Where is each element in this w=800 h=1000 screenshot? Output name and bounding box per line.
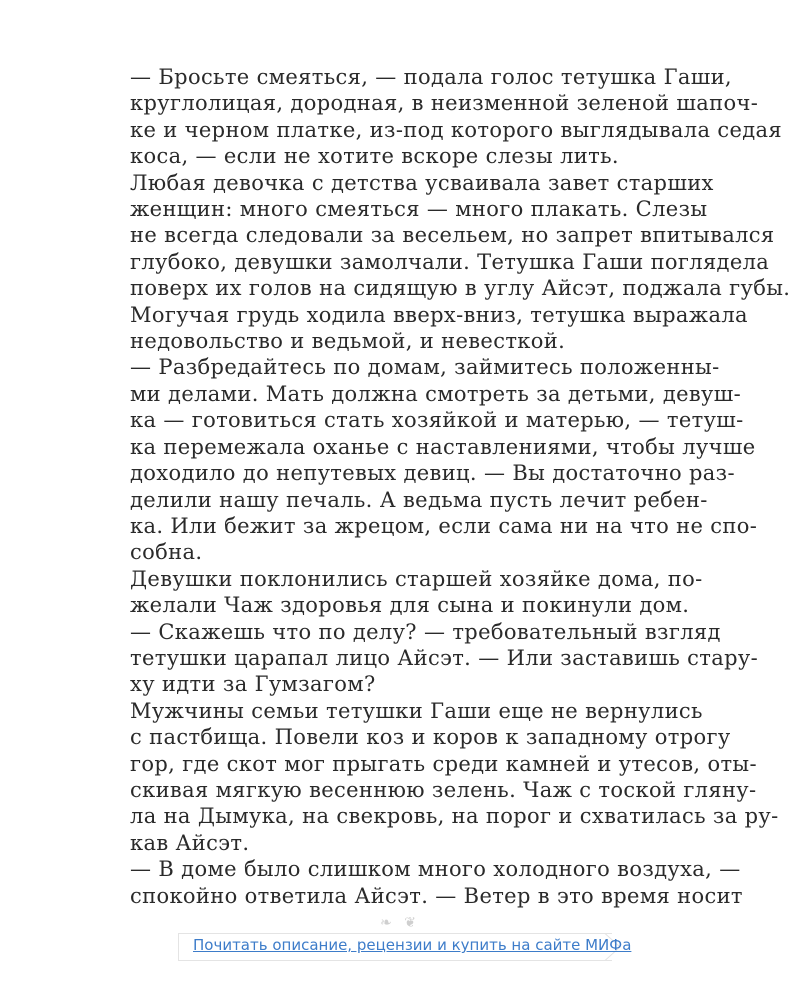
text-line: скивая мягкую весеннюю зелень. Чаж с тоской гляну- (130, 777, 757, 802)
buy-book-link[interactable]: Почитать описание, рецензии и купить на сайте МИФа (193, 936, 632, 954)
text-line: — Разбредайтесь по домам, займитесь положенны- (130, 355, 720, 380)
text-line: ке и черном платке, из-под которого выглядывала седая (130, 117, 782, 142)
text-line: — В доме было слишком много холодного воздуха, — (130, 857, 741, 882)
text-line: доходило до непутевых девиц. — Вы достаточно раз- (130, 461, 735, 486)
text-line: гор, где скот мог прыгать среди камней и утесов, оты- (130, 751, 757, 776)
text-line: кав Айсэт. (130, 830, 250, 855)
text-line: Любая девочка с детства усваивала завет старших (130, 170, 714, 195)
text-line: ка — готовиться стать хозяйкой и матерью, — тетуш- (130, 408, 744, 433)
paragraph (130, 170, 791, 355)
text-line: собна. (130, 540, 203, 565)
text-line: поверх их голов на сидящую в углу Айсэт, поджала губы. (130, 276, 791, 301)
page-ornament-icon: ❧ ❦ (380, 915, 420, 931)
text-line: Могучая грудь ходила вверх-вниз, тетушка выражала (130, 302, 748, 327)
text-line: не всегда следовали за весельем, но запрет впитывался (130, 223, 775, 248)
text-line: ка перемежала оханье с наставлениями, чтобы лучше (130, 434, 756, 459)
paragraph (130, 856, 743, 909)
text-line: Девушки поклонились старшей хозяйке дома, по- (130, 566, 703, 591)
text-line: коса, — если не хотите вскоре слезы лить. (130, 144, 619, 169)
text-line: недовольство и ведьмой, и невесткой. (130, 329, 566, 354)
text-line: — Скажешь что по делу? — требовательный взгляд (130, 619, 721, 644)
text-line: — Бросьте смеяться, — подала голос тетушка Гаши, (130, 65, 732, 89)
text-line: делили нашу печаль. А ведьма пусть лечит ребен- (130, 487, 708, 512)
text-line: круглолицая, дородная, в неизменной зеленой шапоч- (130, 91, 759, 116)
text-line: спокойно ответила Айсэт. — Ветер в это время носит (130, 883, 743, 908)
text-line: ху идти за Гумзагом? (130, 672, 376, 697)
text-line: Мужчины семьи тетушки Гаши еще не вернулись (130, 698, 703, 723)
text-line: желали Чаж здоровья для сына и покинули дом. (130, 593, 690, 618)
text-line: ла на Дымука, на свекровь, на порог и схватилась за ру- (130, 804, 779, 829)
paragraph (130, 354, 758, 565)
paragraph (130, 619, 759, 698)
text-line: тетушки царапал лицо Айсэт. — Или заставишь стару- (130, 645, 759, 670)
paragraph (130, 698, 779, 856)
paragraph (130, 64, 782, 170)
text-line: ми делами. Мать должна смотреть за детьми, девуш- (130, 381, 742, 406)
text-line: с пастбища. Повели коз и коров к западному отрогу (130, 725, 731, 750)
text-line: женщин: много смеяться — много плакать. Слезы (130, 197, 708, 222)
text-line: глубоко, девушки замолчали. Тетушка Гаши поглядела (130, 249, 770, 274)
book-page-text (130, 64, 791, 909)
paragraph (130, 566, 703, 619)
text-line: ка. Или бежит за жрецом, если сама ни на что не спо- (130, 513, 758, 538)
